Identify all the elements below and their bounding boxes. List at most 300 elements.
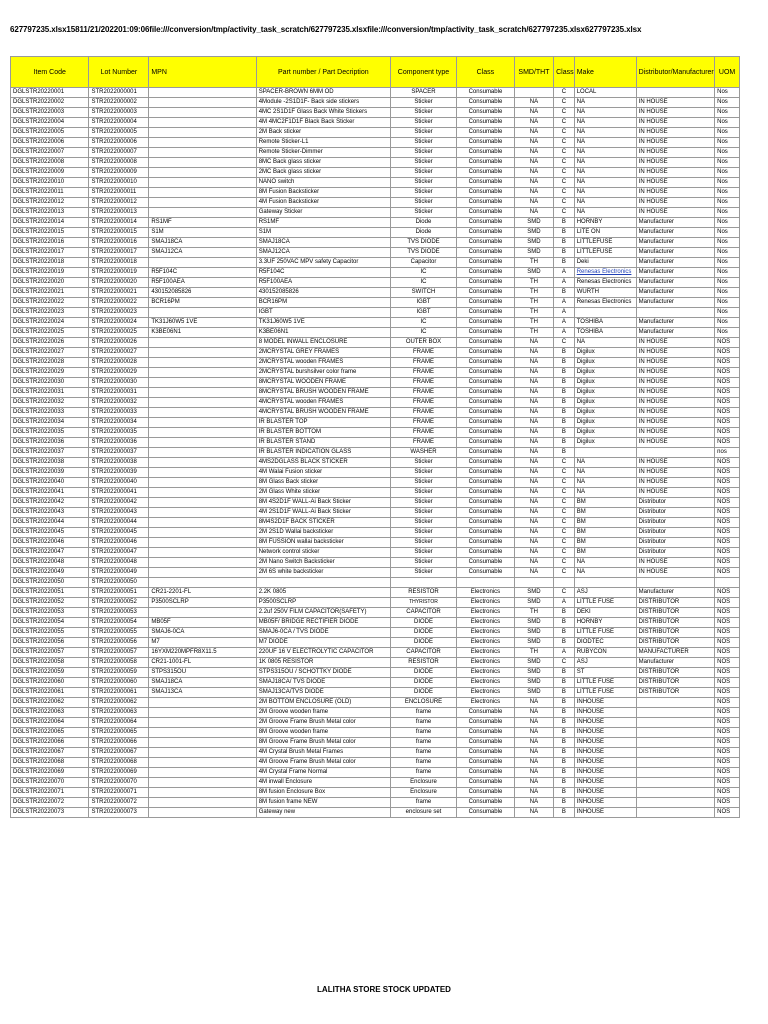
cell-lot-number: STR2022000035 <box>89 428 149 438</box>
cell-part-description: MB05F/ BRIDGE RECTIFIER DIODE <box>256 618 390 628</box>
col-part-description: Part number / Part Decription <box>256 57 390 88</box>
cell-lot-number: STR2022000016 <box>89 238 149 248</box>
cell-smd-tht: SMD <box>514 228 553 238</box>
cell-smd-tht: SMD <box>514 598 553 608</box>
cell-uom: NOS <box>715 768 740 778</box>
cell-class-grade: C <box>554 518 575 528</box>
cell-make: DEKI <box>574 608 636 618</box>
cell-component-type: Sticker <box>390 208 456 218</box>
cell-smd-tht: NA <box>514 208 553 218</box>
table-row <box>11 458 740 468</box>
table-row <box>11 238 740 248</box>
cell-lot-number: STR2022000050 <box>89 578 149 588</box>
cell-class-grade: C <box>554 158 575 168</box>
cell-component-type: Sticker <box>390 558 456 568</box>
cell-distributor <box>636 768 714 778</box>
cell-class: Consumable <box>457 248 515 258</box>
cell-item-code: DGLSTR20220030 <box>11 378 89 388</box>
cell-mpn: M7 <box>149 638 256 648</box>
cell-part-description: Network control sticker <box>256 548 390 558</box>
cell-mpn: SMAJ18CA <box>149 678 256 688</box>
cell-distributor: IN HOUSE <box>636 168 714 178</box>
cell-component-type: Sticker <box>390 128 456 138</box>
cell-uom: NOS <box>715 708 740 718</box>
cell-class-grade: C <box>554 478 575 488</box>
cell-class: Consumable <box>457 758 515 768</box>
cell-class: Consumable <box>457 448 515 458</box>
cell-mpn <box>149 748 256 758</box>
cell-class: Consumable <box>457 748 515 758</box>
cell-smd-tht: TH <box>514 328 553 338</box>
table-row <box>11 288 740 298</box>
cell-distributor: DISTRIBUTOR <box>636 638 714 648</box>
table-row <box>11 228 740 238</box>
cell-distributor: Distributor <box>636 508 714 518</box>
cell-component-type: WASHER <box>390 448 456 458</box>
cell-item-code: DGLSTR20220010 <box>11 178 89 188</box>
cell-part-description: 4MS2DGLASS BLACK STICKER <box>256 458 390 468</box>
cell-lot-number: STR2022000007 <box>89 148 149 158</box>
cell-part-description: 8M Glass Back sticker <box>256 478 390 488</box>
cell-item-code: DGLSTR20220055 <box>11 628 89 638</box>
cell-smd-tht: NA <box>514 178 553 188</box>
cell-uom: Nos <box>715 118 740 128</box>
cell-distributor: MANUFACTURER <box>636 648 714 658</box>
cell-mpn <box>149 608 256 618</box>
cell-lot-number: STR2022000070 <box>89 778 149 788</box>
cell-make: BM <box>574 548 636 558</box>
cell-class-grade: A <box>554 278 575 288</box>
cell-smd-tht: NA <box>514 498 553 508</box>
cell-component-type: RESISTOR <box>390 658 456 668</box>
cell-lot-number: STR2022000044 <box>89 518 149 528</box>
table-row <box>11 208 740 218</box>
cell-make: ASJ <box>574 658 636 668</box>
cell-part-description: 2M Back sticker <box>256 128 390 138</box>
cell-item-code: DGLSTR20220043 <box>11 508 89 518</box>
cell-smd-tht: NA <box>514 458 553 468</box>
cell-item-code: DGLSTR20220063 <box>11 708 89 718</box>
cell-mpn: SMAJ18CA <box>149 238 256 248</box>
table-row <box>11 648 740 658</box>
cell-item-code: DGLSTR20220037 <box>11 448 89 458</box>
cell-component-type: Sticker <box>390 188 456 198</box>
cell-component-type: Sticker <box>390 98 456 108</box>
cell-smd-tht: NA <box>514 728 553 738</box>
table-row <box>11 768 740 778</box>
cell-uom: Nos <box>715 228 740 238</box>
cell-item-code: DGLSTR20220017 <box>11 248 89 258</box>
cell-item-code: DGLSTR20220003 <box>11 108 89 118</box>
cell-class: Consumable <box>457 518 515 528</box>
table-row <box>11 138 740 148</box>
col-distributor-manufacturer: Distributor/Manufacturer <box>636 57 714 88</box>
cell-part-description: 4M 2S1D1F WALL-Ai Back Sticker <box>256 508 390 518</box>
cell-class: Electronics <box>457 658 515 668</box>
cell-class: Consumable <box>457 428 515 438</box>
cell-uom: Nos <box>715 218 740 228</box>
cell-class: Electronics <box>457 608 515 618</box>
table-row <box>11 638 740 648</box>
cell-mpn: CR21-1001-FL <box>149 658 256 668</box>
cell-smd-tht: SMD <box>514 238 553 248</box>
cell-lot-number: STR2022000045 <box>89 528 149 538</box>
cell-class-grade: B <box>554 218 575 228</box>
table-row <box>11 368 740 378</box>
cell-smd-tht: NA <box>514 388 553 398</box>
cell-part-description: 4MC 2S1D1F Glass Back White Stickers <box>256 108 390 118</box>
cell-item-code: DGLSTR20220012 <box>11 198 89 208</box>
cell-uom: NOS <box>715 488 740 498</box>
cell-mpn <box>149 208 256 218</box>
cell-mpn <box>149 538 256 548</box>
cell-distributor: IN HOUSE <box>636 428 714 438</box>
cell-item-code: DGLSTR20220006 <box>11 138 89 148</box>
cell-class: Consumable <box>457 728 515 738</box>
table-row <box>11 438 740 448</box>
cell-uom: Nos <box>715 288 740 298</box>
cell-part-description: 8MCRYSTAL WOODEN FRAME <box>256 378 390 388</box>
cell-class-grade: B <box>554 768 575 778</box>
cell-class: Consumable <box>457 358 515 368</box>
cell-item-code: DGLSTR20220002 <box>11 98 89 108</box>
cell-class: Consumable <box>457 228 515 238</box>
cell-component-type: Sticker <box>390 458 456 468</box>
cell-smd-tht: NA <box>514 428 553 438</box>
cell-class-grade: C <box>554 658 575 668</box>
cell-part-description: 4M Groove Frame Brush Metal color <box>256 758 390 768</box>
cell-distributor: IN HOUSE <box>636 458 714 468</box>
table-row <box>11 698 740 708</box>
cell-distributor: IN HOUSE <box>636 348 714 358</box>
cell-item-code: DGLSTR20220013 <box>11 208 89 218</box>
cell-item-code: DGLSTR20220071 <box>11 788 89 798</box>
table-row <box>11 478 740 488</box>
cell-lot-number: STR2022000058 <box>89 658 149 668</box>
cell-lot-number: STR2022000022 <box>89 298 149 308</box>
cell-class: Electronics <box>457 648 515 658</box>
cell-distributor: IN HOUSE <box>636 118 714 128</box>
cell-part-description: 8M Groove Frame Brush Metal color <box>256 738 390 748</box>
col-lot-number: Lot Number <box>89 57 149 88</box>
cell-part-description: 8M4S2D1F BACK STICKER <box>256 518 390 528</box>
cell-component-type: Sticker <box>390 568 456 578</box>
cell-distributor: Manufacturer <box>636 278 714 288</box>
cell-mpn <box>149 148 256 158</box>
cell-mpn <box>149 168 256 178</box>
cell-class-grade: B <box>554 808 575 818</box>
cell-item-code: DGLSTR20220029 <box>11 368 89 378</box>
cell-smd-tht: TH <box>514 648 553 658</box>
cell-class-grade: C <box>554 108 575 118</box>
cell-class-grade: B <box>554 288 575 298</box>
cell-distributor: IN HOUSE <box>636 128 714 138</box>
cell-smd-tht: TH <box>514 308 553 318</box>
cell-class: Consumable <box>457 528 515 538</box>
cell-lot-number: STR2022000024 <box>89 318 149 328</box>
cell-class-grade: C <box>554 538 575 548</box>
cell-make: INHOUSE <box>574 738 636 748</box>
cell-component-type: frame <box>390 708 456 718</box>
cell-distributor: DISTRIBUTOR <box>636 678 714 688</box>
cell-class: Consumable <box>457 128 515 138</box>
cell-distributor: DISTRIBUTOR <box>636 688 714 698</box>
cell-make: INHOUSE <box>574 758 636 768</box>
cell-class-grade: B <box>554 618 575 628</box>
cell-distributor <box>636 748 714 758</box>
cell-class-grade: B <box>554 238 575 248</box>
cell-smd-tht: NA <box>514 788 553 798</box>
cell-distributor: IN HOUSE <box>636 408 714 418</box>
cell-class-grade: C <box>554 168 575 178</box>
cell-make: INHOUSE <box>574 788 636 798</box>
cell-part-description: 8M Groove wooden frame <box>256 728 390 738</box>
col-class-grade: Class <box>554 57 575 88</box>
cell-component-type: DIODE <box>390 628 456 638</box>
cell-item-code: DGLSTR20220036 <box>11 438 89 448</box>
cell-uom: Nos <box>715 318 740 328</box>
cell-item-code: DGLSTR20220027 <box>11 348 89 358</box>
cell-distributor <box>636 758 714 768</box>
cell-smd-tht: NA <box>514 558 553 568</box>
table-row <box>11 468 740 478</box>
cell-smd-tht: NA <box>514 748 553 758</box>
cell-item-code: DGLSTR20220004 <box>11 118 89 128</box>
cell-class-grade: C <box>554 458 575 468</box>
cell-distributor: Distributor <box>636 548 714 558</box>
cell-distributor: Manufacturer <box>636 268 714 278</box>
cell-make: Renesas Electronics <box>574 278 636 288</box>
cell-class-grade: A <box>554 298 575 308</box>
cell-class-grade: C <box>554 138 575 148</box>
cell-lot-number: STR2022000028 <box>89 358 149 368</box>
cell-make: LITTLE FUSE <box>574 628 636 638</box>
cell-class: Consumable <box>457 408 515 418</box>
cell-component-type: Sticker <box>390 118 456 128</box>
cell-smd-tht: NA <box>514 718 553 728</box>
cell-part-description: SMAJ12CA <box>256 248 390 258</box>
cell-class-grade: C <box>554 558 575 568</box>
cell-distributor: DISTRIBUTOR <box>636 628 714 638</box>
cell-part-description: IR BLASTER INDICATION GLASS <box>256 448 390 458</box>
cell-make: LITTLEFUSE <box>574 248 636 258</box>
cell-class: Consumable <box>457 738 515 748</box>
cell-smd-tht: NA <box>514 138 553 148</box>
cell-uom: NOS <box>715 368 740 378</box>
cell-lot-number: STR2022000040 <box>89 478 149 488</box>
cell-distributor <box>636 778 714 788</box>
col-class: Class <box>457 57 515 88</box>
cell-uom: NOS <box>715 508 740 518</box>
cell-class: Consumable <box>457 508 515 518</box>
cell-smd-tht: TH <box>514 288 553 298</box>
cell-mpn <box>149 378 256 388</box>
cell-lot-number: STR2022000003 <box>89 108 149 118</box>
cell-uom: NOS <box>715 548 740 558</box>
cell-uom: NOS <box>715 628 740 638</box>
file-path-header: 627797235.xlsx15811/21/202201:09:06file:///conversion/tmp/activity_task_scratch/627797235.xlsxfile:///conversion/tmp/activity_task_scratch/627797235.xlsx627797235.xlsx <box>10 25 642 34</box>
cell-make: NA <box>574 188 636 198</box>
cell-make: BM <box>574 518 636 528</box>
cell-component-type: OUTER BOX <box>390 338 456 348</box>
cell-mpn <box>149 138 256 148</box>
cell-item-code: DGLSTR20220066 <box>11 738 89 748</box>
cell-class: Consumable <box>457 798 515 808</box>
table-row <box>11 488 740 498</box>
cell-part-description: RS1MF <box>256 218 390 228</box>
cell-class: Consumable <box>457 318 515 328</box>
cell-uom: Nos <box>715 138 740 148</box>
cell-smd-tht: NA <box>514 158 553 168</box>
table-row <box>11 588 740 598</box>
cell-item-code: DGLSTR20220067 <box>11 748 89 758</box>
cell-smd-tht: NA <box>514 378 553 388</box>
cell-make: Digilux <box>574 398 636 408</box>
cell-lot-number: STR2022000073 <box>89 808 149 818</box>
cell-smd-tht: NA <box>514 398 553 408</box>
cell-class-grade: B <box>554 408 575 418</box>
cell-mpn <box>149 448 256 458</box>
cell-class-grade: B <box>554 738 575 748</box>
cell-item-code: DGLSTR20220040 <box>11 478 89 488</box>
cell-part-description: M7 DIODE <box>256 638 390 648</box>
cell-mpn <box>149 408 256 418</box>
cell-make: LITTLE FUSE <box>574 678 636 688</box>
cell-part-description: 4M inwall Enclosure <box>256 778 390 788</box>
cell-uom: Nos <box>715 178 740 188</box>
cell-lot-number: STR2022000023 <box>89 308 149 318</box>
cell-lot-number: STR2022000054 <box>89 618 149 628</box>
cell-part-description: 2.2K 0805 <box>256 588 390 598</box>
cell-make: HORNBY <box>574 618 636 628</box>
cell-part-description: IGBT <box>256 308 390 318</box>
cell-component-type: FRAME <box>390 398 456 408</box>
cell-class-grade: C <box>554 198 575 208</box>
cell-uom: Nos <box>715 188 740 198</box>
cell-mpn <box>149 358 256 368</box>
cell-item-code: DGLSTR20220056 <box>11 638 89 648</box>
cell-class-grade: A <box>554 648 575 658</box>
cell-class: Consumable <box>457 258 515 268</box>
cell-make: INHOUSE <box>574 768 636 778</box>
cell-distributor: DISTRIBUTOR <box>636 598 714 608</box>
cell-class-grade: C <box>554 118 575 128</box>
cell-lot-number: STR2022000015 <box>89 228 149 238</box>
cell-uom: NOS <box>715 428 740 438</box>
cell-part-description: IR BLASTER STAND <box>256 438 390 448</box>
cell-smd-tht: NA <box>514 778 553 788</box>
cell-mpn <box>149 428 256 438</box>
cell-mpn: TK31J60W5 1VE <box>149 318 256 328</box>
cell-make: NA <box>574 468 636 478</box>
cell-part-description: 4M 4MC2F1D1F Black Back Sticker <box>256 118 390 128</box>
table-row <box>11 358 740 368</box>
cell-part-description: 8M Fusion Backsticker <box>256 188 390 198</box>
cell-class-grade: B <box>554 388 575 398</box>
cell-distributor: IN HOUSE <box>636 158 714 168</box>
cell-item-code: DGLSTR20220049 <box>11 568 89 578</box>
cell-component-type: Sticker <box>390 528 456 538</box>
cell-lot-number: STR2022000067 <box>89 748 149 758</box>
cell-make: ASJ <box>574 588 636 598</box>
cell-uom: NOS <box>715 798 740 808</box>
cell-item-code: DGLSTR20220019 <box>11 268 89 278</box>
cell-uom: NOS <box>715 588 740 598</box>
cell-uom: Nos <box>715 168 740 178</box>
cell-class-grade: B <box>554 708 575 718</box>
cell-uom: NOS <box>715 618 740 628</box>
cell-smd-tht: SMD <box>514 248 553 258</box>
cell-make: LITTLE FUSE <box>574 688 636 698</box>
cell-smd-tht: SMD <box>514 218 553 228</box>
cell-part-description: 8 MODEL INWALL ENCLOSURE <box>256 338 390 348</box>
cell-lot-number: STR2022000041 <box>89 488 149 498</box>
cell-make: LOCAL <box>574 88 636 98</box>
cell-component-type: frame <box>390 758 456 768</box>
cell-make: NA <box>574 128 636 138</box>
cell-lot-number: STR2022000030 <box>89 378 149 388</box>
cell-component-type: Diode <box>390 218 456 228</box>
cell-class-grade: C <box>554 468 575 478</box>
cell-mpn <box>149 708 256 718</box>
cell-component-type: Sticker <box>390 178 456 188</box>
cell-item-code: DGLSTR20220038 <box>11 458 89 468</box>
cell-lot-number: STR2022000004 <box>89 118 149 128</box>
cell-make: RUBYCON <box>574 648 636 658</box>
cell-uom: Nos <box>715 258 740 268</box>
cell-item-code: DGLSTR20220032 <box>11 398 89 408</box>
cell-lot-number: STR2022000068 <box>89 758 149 768</box>
cell-class-grade: B <box>554 358 575 368</box>
cell-make: NA <box>574 208 636 218</box>
col-smd-tht: SMD/THT <box>514 57 553 88</box>
cell-lot-number: STR2022000019 <box>89 268 149 278</box>
table-row <box>11 408 740 418</box>
cell-uom: NOS <box>715 698 740 708</box>
cell-component-type: IC <box>390 328 456 338</box>
cell-mpn: BCR16PM <box>149 298 256 308</box>
cell-component-type: Sticker <box>390 498 456 508</box>
table-row <box>11 218 740 228</box>
cell-distributor: IN HOUSE <box>636 468 714 478</box>
cell-class-grade: B <box>554 398 575 408</box>
cell-class: Consumable <box>457 768 515 778</box>
cell-lot-number: STR2022000031 <box>89 388 149 398</box>
cell-item-code: DGLSTR20220058 <box>11 658 89 668</box>
cell-make: BM <box>574 528 636 538</box>
cell-mpn <box>149 768 256 778</box>
cell-class-grade: A <box>554 328 575 338</box>
cell-class: Consumable <box>457 308 515 318</box>
cell-component-type: FRAME <box>390 358 456 368</box>
cell-mpn <box>149 698 256 708</box>
cell-smd-tht: NA <box>514 768 553 778</box>
cell-mpn <box>149 198 256 208</box>
cell-class: Consumable <box>457 158 515 168</box>
cell-mpn <box>149 738 256 748</box>
table-row <box>11 618 740 628</box>
cell-distributor <box>636 308 714 318</box>
cell-lot-number: STR2022000064 <box>89 718 149 728</box>
cell-uom: Nos <box>715 238 740 248</box>
cell-distributor: IN HOUSE <box>636 438 714 448</box>
cell-make: LITTLE FUSE <box>574 598 636 608</box>
cell-part-description: 220UF 16 V ELECTROLYTIC CAPACITOR <box>256 648 390 658</box>
cell-item-code: DGLSTR20220025 <box>11 328 89 338</box>
cell-smd-tht: NA <box>514 358 553 368</box>
cell-make: NA <box>574 558 636 568</box>
cell-uom: NOS <box>715 678 740 688</box>
